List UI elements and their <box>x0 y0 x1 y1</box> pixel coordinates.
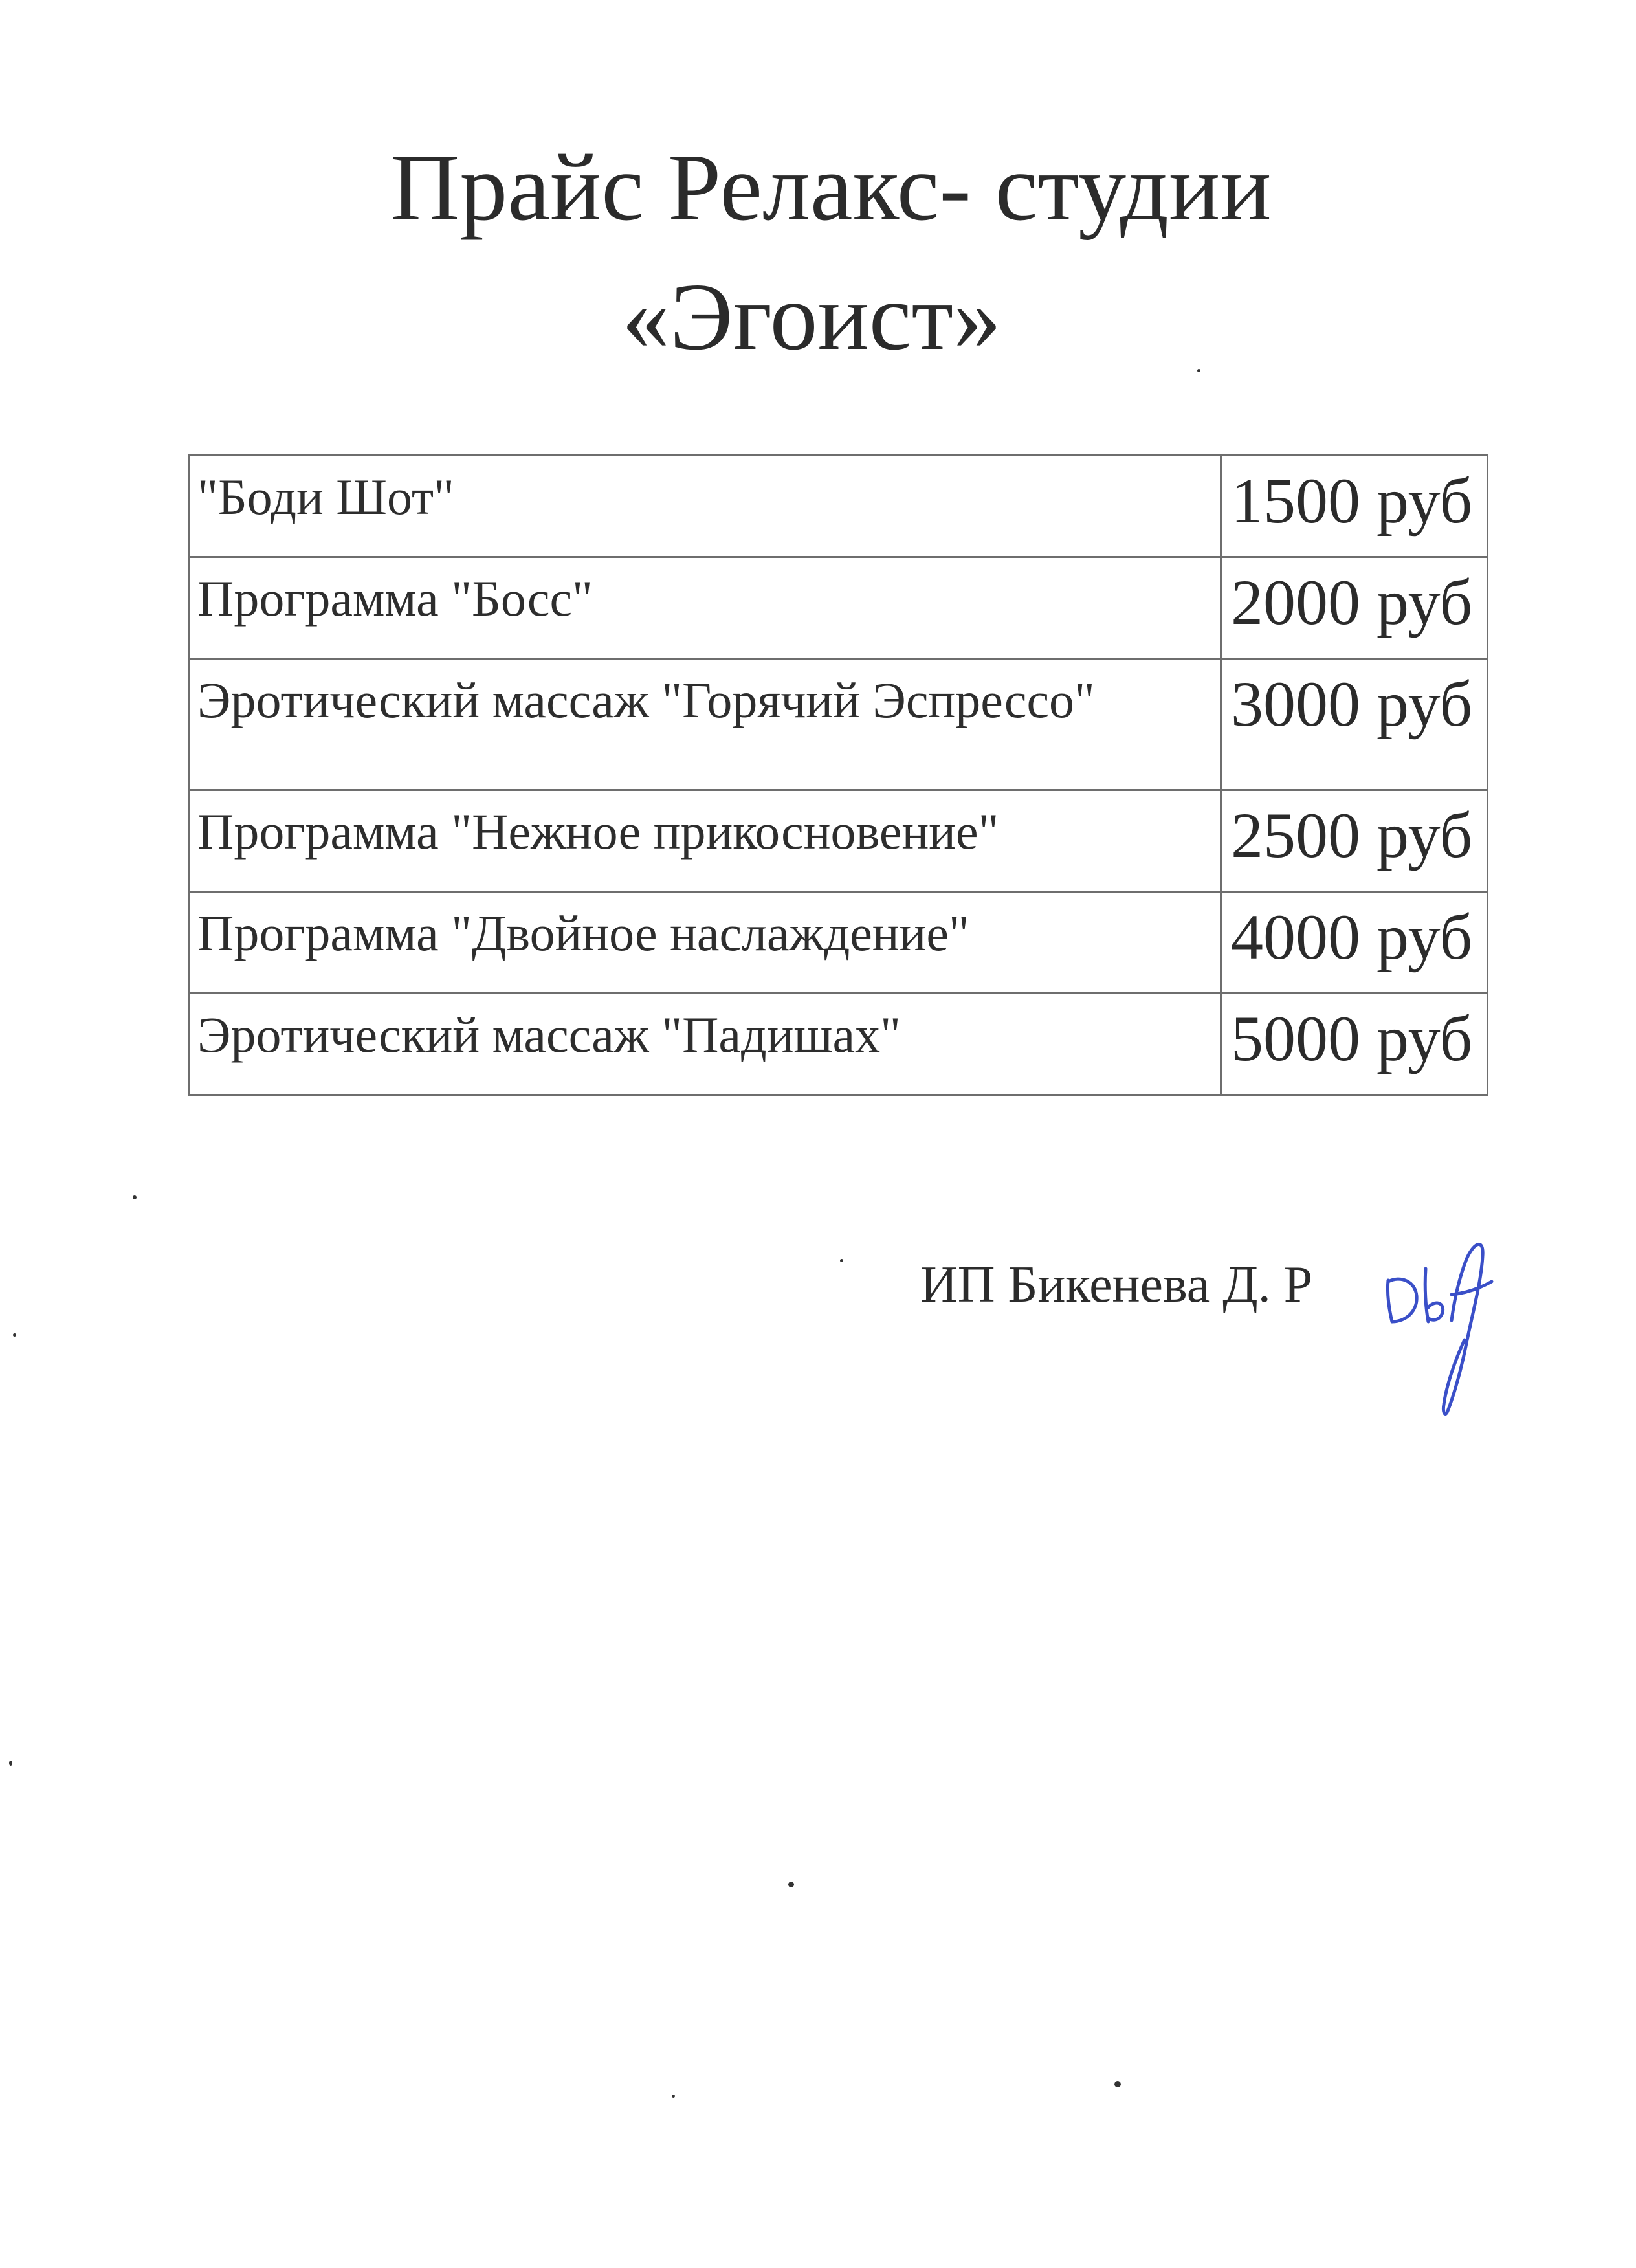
table-row <box>189 892 1488 994</box>
scan-speck <box>1114 2081 1121 2087</box>
service-name: Программа "Двойное наслаждение" <box>189 892 1221 994</box>
service-name: Программа "Босс" <box>189 557 1221 659</box>
service-price: 2000 руб <box>1221 557 1488 659</box>
table-row <box>189 790 1488 892</box>
title-line-1: Прайс Релакс- студии <box>390 135 1272 241</box>
scan-speck <box>1197 369 1200 372</box>
scan-speck <box>840 1259 843 1262</box>
price-table <box>188 454 1488 1096</box>
service-name: Программа "Нежное прикосновение" <box>189 790 1221 892</box>
scan-speck <box>672 2095 675 2098</box>
signer-name: ИП Бикенева Д. Р <box>920 1256 1313 1313</box>
table-row <box>189 994 1488 1095</box>
service-name: Эротический массаж "Горячий Эспрессо" <box>189 659 1221 790</box>
handwritten-signature <box>1375 1184 1505 1424</box>
scan-speck <box>788 1882 794 1887</box>
scan-speck <box>13 1333 16 1337</box>
table-row <box>189 659 1488 790</box>
service-price: 3000 руб <box>1221 659 1488 790</box>
table-row <box>189 557 1488 659</box>
table-row <box>189 456 1488 557</box>
service-price: 1500 руб <box>1221 456 1488 557</box>
service-name: Эротический массаж "Падишах" <box>189 994 1221 1095</box>
title-line-2: «Эгоист» <box>621 264 1002 370</box>
scan-speck <box>9 1761 12 1766</box>
service-price: 2500 руб <box>1221 790 1488 892</box>
service-price: 4000 руб <box>1221 892 1488 994</box>
service-name: "Боди Шот" <box>189 456 1221 557</box>
service-price: 5000 руб <box>1221 994 1488 1095</box>
scan-speck <box>133 1195 137 1199</box>
document-title <box>0 123 1636 382</box>
